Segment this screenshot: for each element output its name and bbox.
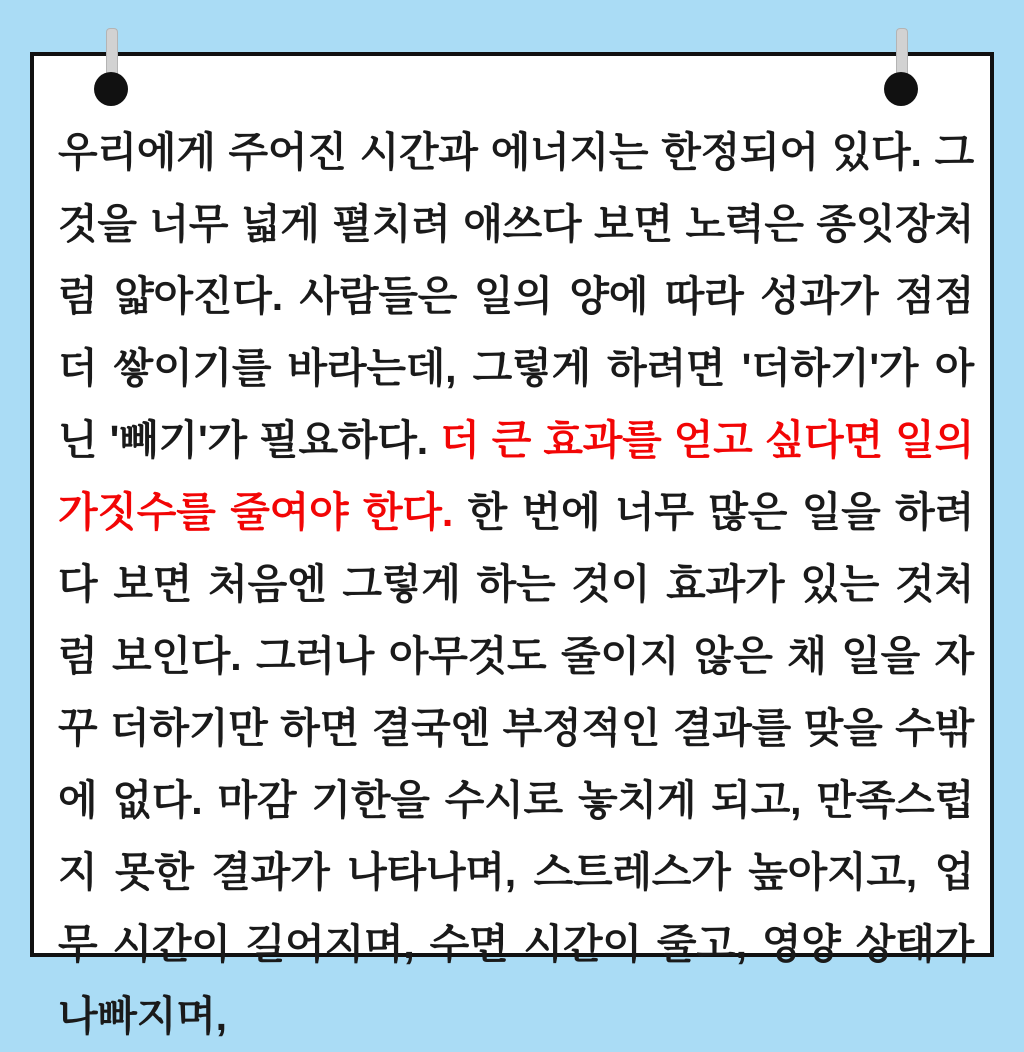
push-pin-head: [884, 72, 918, 106]
note-text-part-2: 한 번에 너무 많은 일을 하려다 보면 처음엔 그렇게 하는 것이 효과가 있는 것처럼 보인다. 그러나 아무것도 줄이지 않은 채 일을 자꾸 더하기만 하면 결국엔 부정적인 결과를 맞을 수밖에 없다. 마감 기한을 수시로 놓치게 되고, 만족스럽지 못한 결과가 나타나며, 스트레스가 높아지고, 업무 시간이 길어지며, 수면 시간이 줄고, 영양 상태가 나빠지며,: [58, 489, 974, 1039]
note-text-highlight: 더 큰 효과를 얻고 싶다면 일의 가짓수를 줄여야 한다.: [58, 417, 974, 535]
push-pin-icon-right: [890, 28, 912, 108]
note-text-part-1: 우리에게 주어진 시간과 에너지는 한정되어 있다. 그것을 너무 넓게 펼치려 애쓰다 보면 노력은 종잇장처럼 얇아진다. 사람들은 일의 양에 따라 성과가 점점 더 쌓이기를 바라는데, 그렇게 하려면 '더하기'가 아닌 '빼기'가 필요하다.: [58, 129, 974, 463]
push-pin-icon-left: [100, 28, 122, 108]
note-text: [58, 116, 974, 1052]
note-card: [30, 52, 994, 1039]
push-pin-head: [94, 72, 128, 106]
